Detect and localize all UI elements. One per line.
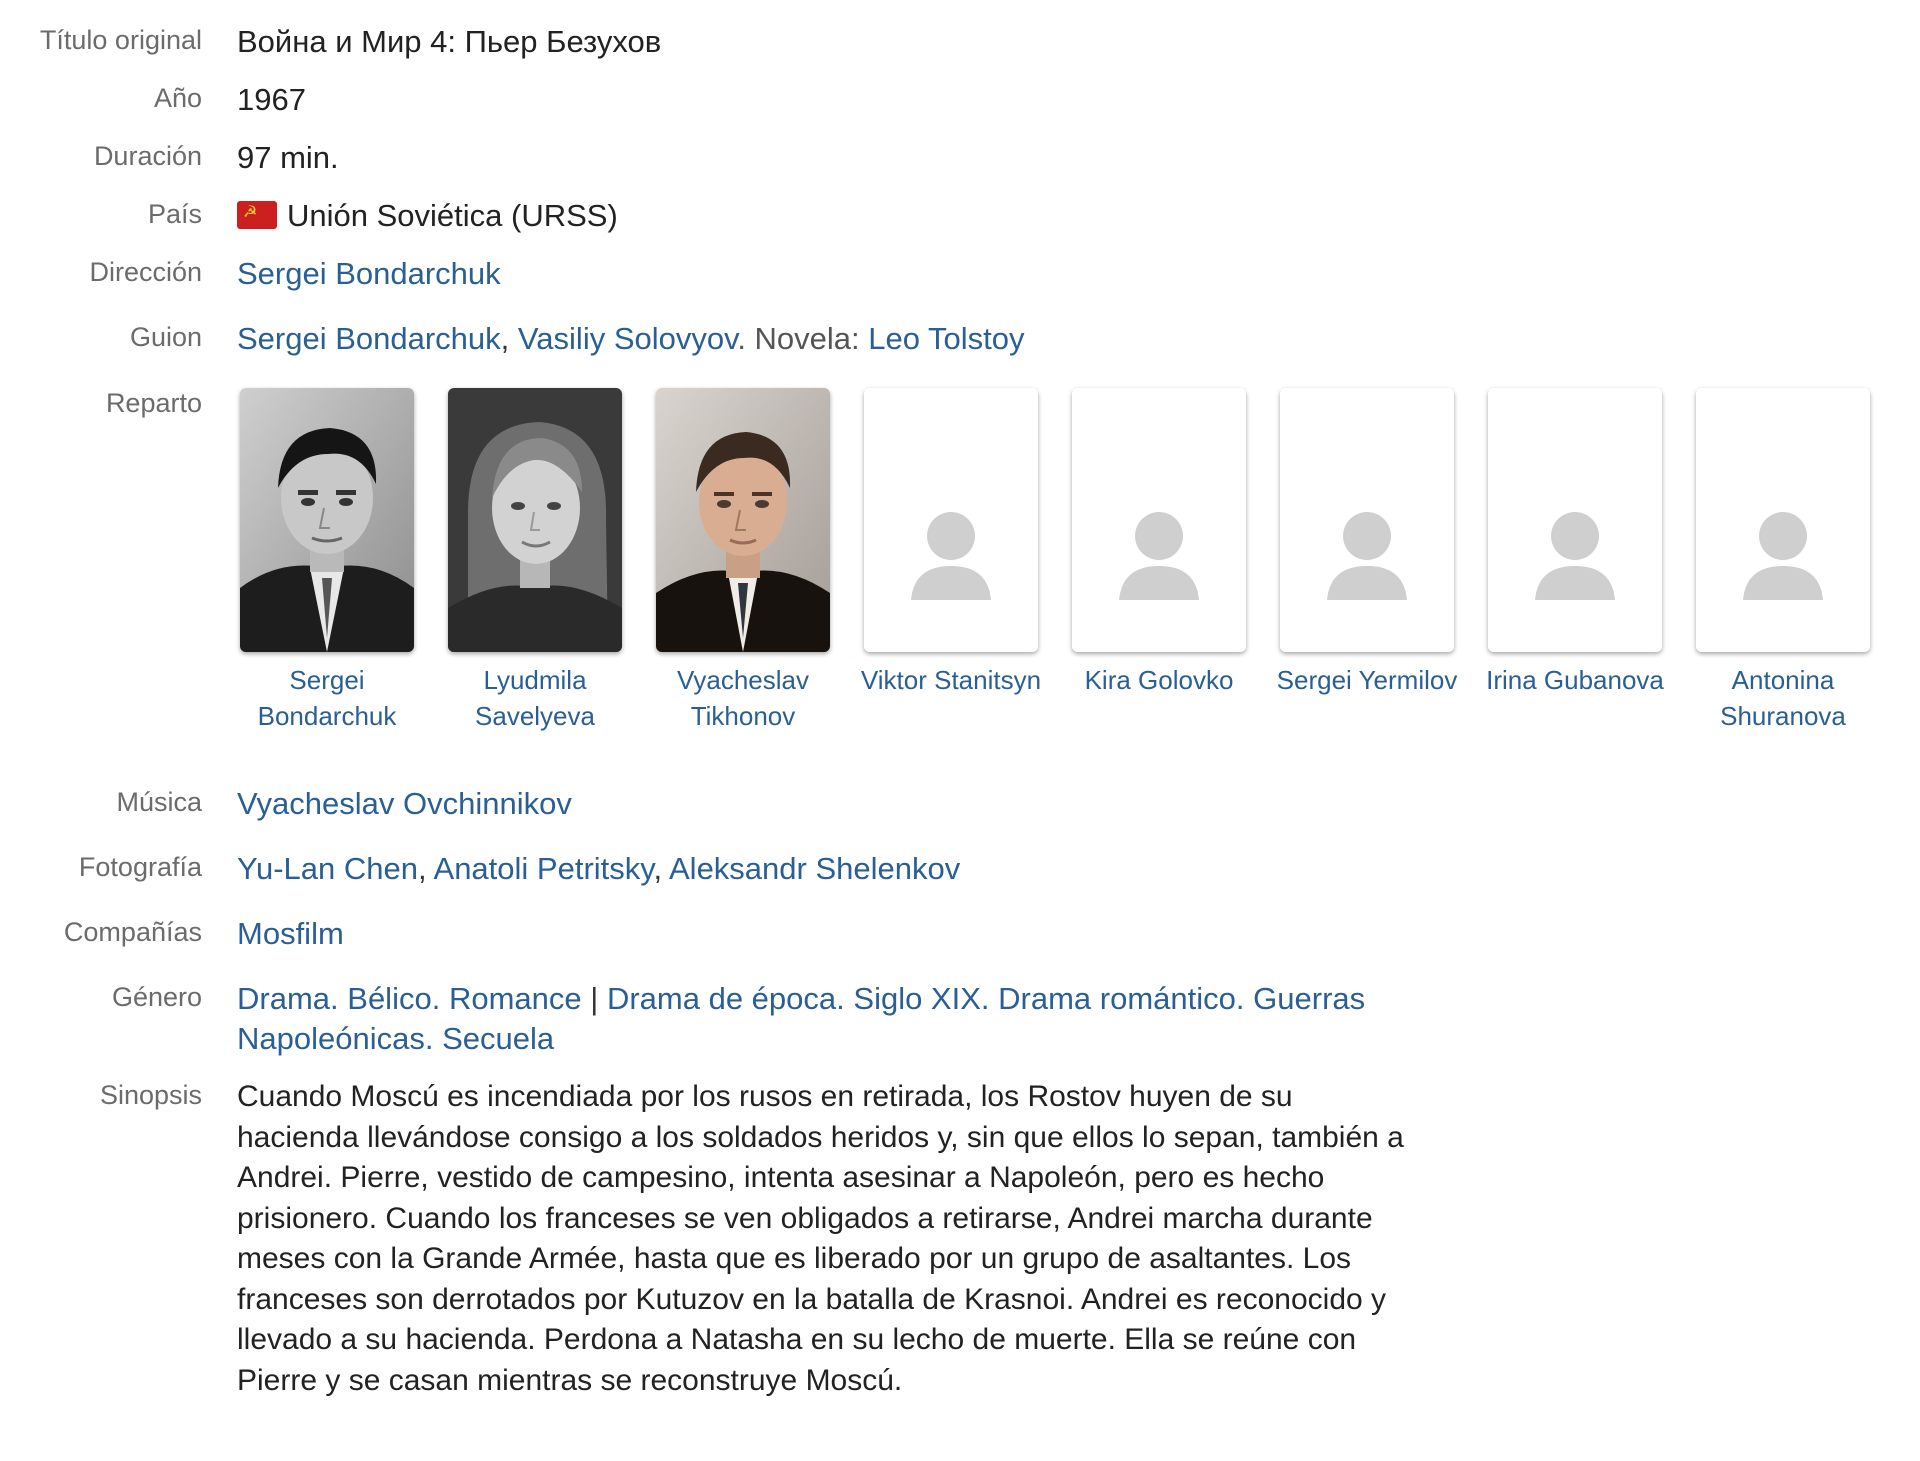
label-pais: País	[147, 199, 202, 229]
genre-link[interactable]: Bélico	[347, 981, 432, 1016]
cinematographer-link-shelenkov[interactable]: Aleksandr Shelenkov	[669, 851, 961, 886]
composer-link[interactable]: Vyacheslav Ovchinnikov	[237, 786, 572, 821]
writer-separator: ,	[500, 321, 510, 356]
label-anio: Año	[153, 83, 202, 113]
cinematographer-link-chen[interactable]: Yu-Lan Chen	[237, 851, 418, 886]
label-reparto: Reparto	[105, 388, 202, 418]
country-name: Unión Soviética (URSS)	[287, 198, 618, 233]
cast-name-link[interactable]: Sergei Bondarchuk	[257, 665, 397, 731]
value-companias	[237, 914, 1417, 954]
value-titulo-original: Война и Мир 4: Пьер Безухов	[237, 24, 662, 59]
placeholder-avatar-icon[interactable]	[864, 388, 1038, 652]
label-duracion: Duración	[93, 141, 202, 171]
topic-separator: .	[1235, 981, 1245, 1016]
value-fotografia	[237, 849, 1417, 889]
topic-link[interactable]: Secuela	[442, 1021, 555, 1056]
genre-link[interactable]: Drama	[237, 981, 331, 1016]
cinematographer-separator: ,	[653, 851, 663, 886]
cast-name-link[interactable]: Sergei Yermilov	[1276, 665, 1458, 695]
novela-label: . Novela:	[737, 321, 860, 356]
genre-separator: .	[431, 981, 441, 1016]
topic-link[interactable]: Drama romántico	[998, 981, 1236, 1016]
actress-photo[interactable]	[448, 388, 622, 652]
label-direccion: Dirección	[89, 257, 202, 287]
synopsis-text: Cuando Moscú es incendiada por los rusos en retirada, los Rostov huyen de su hacienda llevándose consigo a los soldados heridos y, sin que ellos lo sepan, también a Andrei. Pierre, vestido de campesino, intenta asesinar a Napoleón, pero es hecho prisionero. Cuando los franceses se ven obligados a retirarse, Andrei marcha durante meses con la Grande Armée, hasta que es liberado por un grupo de asaltantes. Los franceses son derrotados por Kutuzov en la batalla de Krasnoi. Andrei es reconocido y llevado a su hacienda. Perdona a Natasha en su lecho de muerte. Ella se reúne con Pierre y se casan mientras se reconstruye Moscú.	[237, 1080, 1404, 1397]
label-companias: Compañías	[63, 917, 202, 947]
placeholder-avatar-icon[interactable]	[1072, 388, 1246, 652]
value-direccion	[237, 254, 1417, 294]
topic-link[interactable]: Siglo XIX	[853, 981, 981, 1016]
label-guion: Guion	[129, 322, 202, 352]
placeholder-avatar-icon[interactable]	[1488, 388, 1662, 652]
cinematographer-link-petritsky[interactable]: Anatoli Petritsky	[433, 851, 654, 886]
topic-separator: .	[424, 1021, 434, 1056]
label-genero: Género	[111, 982, 202, 1012]
genre-link[interactable]: Romance	[448, 981, 582, 1016]
cast-name-link[interactable]: Antonina Shuranova	[1720, 665, 1846, 731]
value-musica	[237, 784, 1417, 824]
writer-link-solovyov[interactable]: Vasiliy Solovyov	[517, 321, 738, 356]
value-pais	[237, 196, 1417, 236]
director-link[interactable]: Sergei Bondarchuk	[237, 256, 501, 291]
label-titulo-original: Título original	[39, 25, 202, 55]
label-musica: Música	[116, 787, 202, 817]
cast-name-link[interactable]: Viktor Stanitsyn	[860, 665, 1042, 695]
label-fotografia: Fotografía	[78, 852, 202, 882]
cast-name-link[interactable]: Lyudmila Savelyeva	[475, 665, 595, 731]
genre-separator: .	[330, 981, 339, 1016]
topic-link[interactable]: Drama de época	[606, 981, 837, 1016]
placeholder-avatar-icon[interactable]	[1696, 388, 1870, 652]
genre-topic-divider: |	[590, 981, 599, 1016]
topic-separator: .	[836, 981, 845, 1016]
company-link[interactable]: Mosfilm	[237, 916, 344, 951]
cinematographer-separator: ,	[417, 851, 427, 886]
placeholder-avatar-icon[interactable]	[1280, 388, 1454, 652]
ussr-flag-icon: ☭	[237, 201, 277, 229]
actor-photo[interactable]	[656, 388, 830, 652]
value-duracion: 97 min.	[237, 140, 339, 175]
label-sinopsis: Sinopsis	[99, 1080, 202, 1110]
topic-link[interactable]: Guerras Napoleónicas	[237, 981, 1366, 1056]
cast-name-link[interactable]: Vyacheslav Tikhonov	[677, 665, 809, 731]
topic-separator: .	[980, 981, 990, 1016]
novel-author-link[interactable]: Leo Tolstoy	[868, 321, 1025, 356]
cast-name-link[interactable]: Irina Gubanova	[1486, 665, 1664, 695]
value-anio: 1967	[237, 82, 306, 117]
cast-name-link[interactable]: Kira Golovko	[1084, 665, 1234, 695]
value-guion	[237, 319, 1417, 359]
cast-list	[237, 385, 1897, 745]
actor-photo[interactable]	[240, 388, 414, 652]
value-genero	[237, 979, 1417, 1059]
writer-link-bondarchuk[interactable]: Sergei Bondarchuk	[237, 321, 501, 356]
